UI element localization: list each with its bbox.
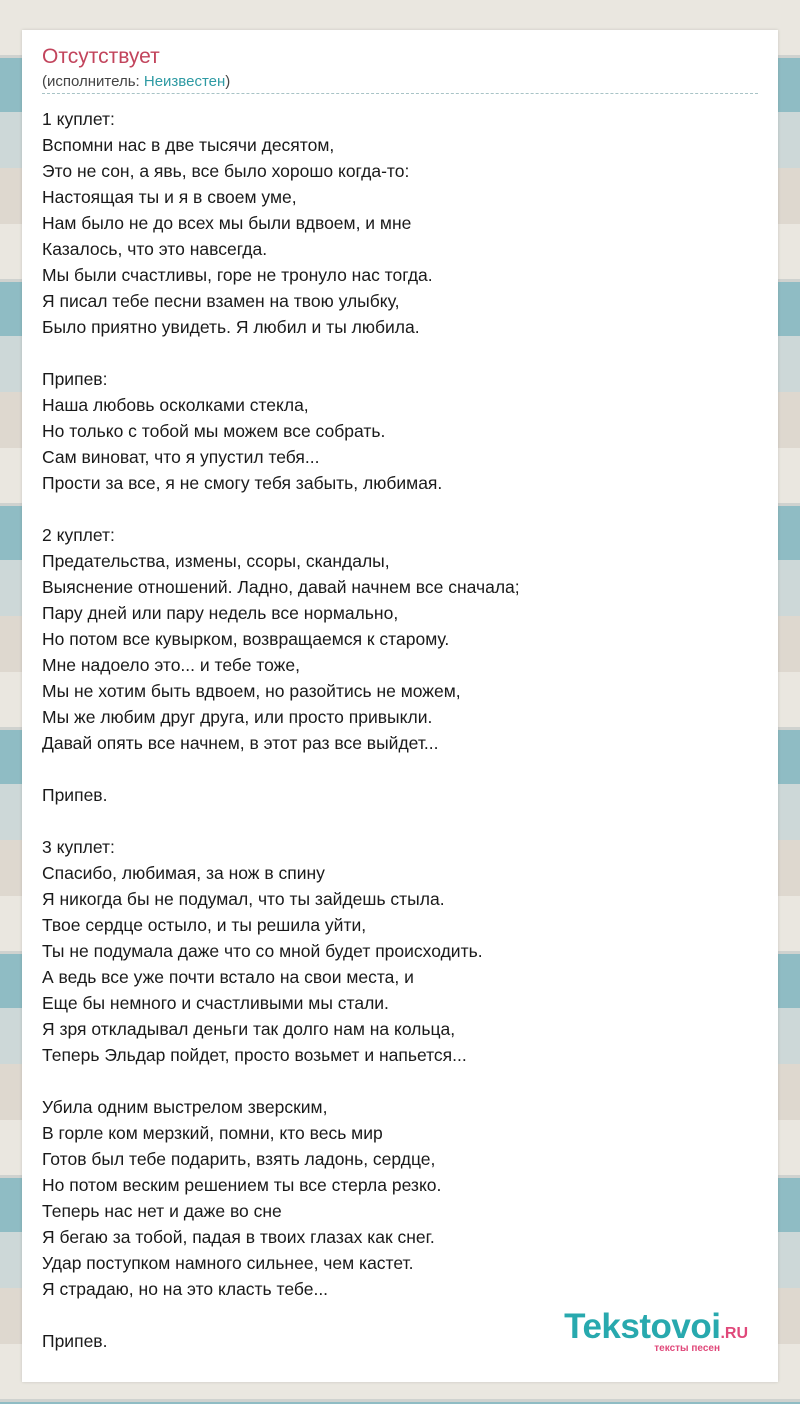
artist-link[interactable]: Неизвестен bbox=[143, 73, 226, 90]
site-logo[interactable] bbox=[564, 1309, 748, 1354]
logo-tagline: тексты песен bbox=[654, 1343, 720, 1354]
lyrics-text: 1 куплет: Вспомни нас в две тысячи десятом, Это не сон, а явь, все было хорошо когда-то: Настоящая ты и я в своем уме, Нам было не до всех мы были вдвоем, и мне Казалось, что это навсегда. Мы были счастливы, горе не тронуло нас тогда. Я писал тебе песни взамен на твою улыбку, Было приятно увидеть. Я любил и ты любила. Припев: Наша любовь осколками стекла, Но только с тобой мы можем все собрать. Сам виноват, что я упустил тебя... Прости за все, я не смогу тебя забыть, любимая. 2 куплет: Предательства, измены, ссоры, скандалы, Выяснение отношений. Ладно, давай начнем все сначала; Пару дней или пару недель все нормально, Но потом все кувырком, возвращаемся к старому. Мне надоело это... и тебе тоже, Мы не хотим быть вдвоем, но разойтись не можем, Мы же любим друг друга, или просто привыкли. Давай опять все начнем, в этот раз все выйдет... Припев. 3 куплет: Спасибо, любимая, за нож в спину Я никогда бы не подумал, что ты зайдешь стыла. Твое сердце остыло, и ты решила уйти, Ты не подумала даже что со мной будет происходить. А ведь все уже почти встало на свои места, и Еще бы немного и счастливыми мы стали. Я зря откладывал деньги так долго нам на кольца, Теперь Эльдар пойдет, просто возьмет и напьется... Убила одним выстрелом зверским, В горле ком мерзкий, помни, кто весь мир Готов был тебе подарить, взять ладонь, сердце, Но потом веским решением ты все стерла резко. Теперь нас нет и даже во сне Я бегаю за тобой, падая в твоих глазах как снег. Удар поступком намного сильнее, чем кастет. Я страдаю, но на это класть тебе... Припев. bbox=[42, 109, 520, 1351]
song-title: Отсутствует bbox=[42, 45, 160, 68]
logo-tld: .RU bbox=[720, 1325, 748, 1342]
artist-suffix: ) bbox=[225, 73, 231, 90]
artist-prefix: (исполнитель: bbox=[42, 73, 144, 90]
lyrics-card bbox=[22, 30, 778, 1382]
logo-name: Tekstovoi bbox=[564, 1307, 721, 1346]
header-divider bbox=[42, 93, 758, 94]
artist-line bbox=[42, 72, 230, 92]
